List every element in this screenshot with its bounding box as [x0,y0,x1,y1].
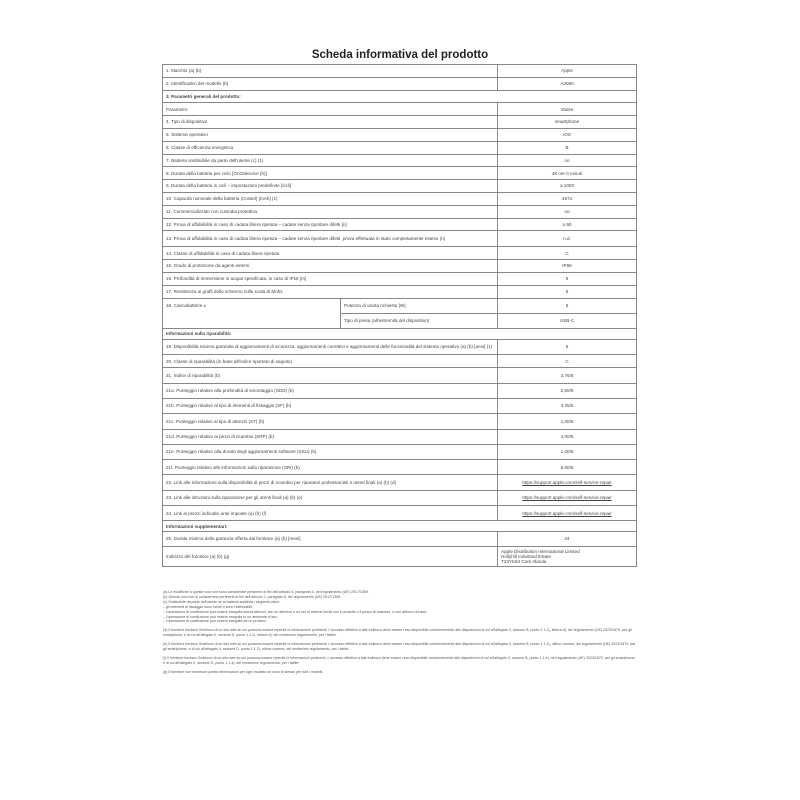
row-value: no [498,205,637,218]
row-label: 17. Resistenza ai graffi dello schermo sulla scala di Mohs [163,285,498,298]
row-value: n.d. [498,231,637,247]
footnote: (e) Il fornitore fornisce l'indirizzo di un sito web su cui possono essere reperite le informazioni pertinenti. L'accesso effettivo a tale indirizzo deve essere reso disponibile conformemente alle disposizioni di cui all'allegato II, sezione B, punto 1.1.2), ultimo comma, del regolamento (UE) 2023/1670, per gli smartphone, e di cui all'allegato II, sezione D, punto 1.1.2), ultimo comma, del medesimo regolamento, per i tablet. [163,642,636,652]
row-value: 5,00/5 [498,460,637,475]
row-label: 21d. Punteggio relativo ai pezzi di ricambio (SRP) (b) [163,429,498,444]
row-label: 21c. Punteggio relativo al tipo di attrezzi (ST) (b) [163,414,498,429]
row-label: 5. Sistema operativo [163,128,498,141]
charger-sub-value: USB-C [498,313,637,328]
row-value: 4674 [498,192,637,205]
row-label: 15. Grado di protezione da agenti esterni [163,260,498,273]
row-value: 3,76/5 [498,368,637,383]
row-label: 21. Indice di riparabilità (b) [163,368,498,383]
row-value: A3090 [498,77,637,90]
row-label: 11. Commercializzato con custodia protettiva [163,205,498,218]
row-label: 19. Disponibilità minima garantita di aggiornamenti di sicurezza, aggiornamenti correttivi e aggiornamenti delle funzionalità del sistema operativo (a) (b) [anni] (1) [163,339,498,355]
row-label: 21e. Punteggio relativo alla durata degli aggiornamenti software (SSU) (b) [163,444,498,459]
footnote: – l'operazione di sostituzione può essere eseguita da un profano. [163,619,267,624]
charger-sub-label: Tipo di presa (all'estremità del dispositivo) [341,313,498,328]
row-label: 10. Capacità nominale della batteria (Crated) [mAh] (1) [163,192,498,205]
repair-instructions-link[interactable]: https://support.apple.com/self-service-repair [498,490,637,505]
row-label: 23. Link alle istruzioni sulla riparazione per gli utenti finali (a) (b) (e) [163,490,498,505]
row-value: Apple [498,65,637,78]
row-label: 22. Link alle informazioni sulla disponibilità di pezzi di ricambio per riparatori professionisti e utenti finali (a) (b) (d) [163,475,498,490]
footnote: – l'operazione di sostituzione può essere eseguita in un ambiente d'uso; [163,614,278,619]
row-label: 8. Durata della batteria per ciclo [OnOdesvice (h)] [163,167,498,180]
footnote: (f) Il fornitore fornisce l'indirizzo di un sito web su cui possono essere reperite le informazioni pertinenti. L'accesso effettivo a tale indirizzo deve essere reso disponibile conformemente alle disposizioni di cui all'allegato II, sezione B, punto 1.1.4), del regolamento (UE) 2023/1670, per gli smartphone, e di cui all'allegato II, sezione D, punto 1.1.4), del medesimo regolamento, per i tablet. [163,655,636,665]
row-label: 13. Prova di affidabilità in caso di caduta libera ripetuta – cadute senza riportare difetti, prova effettuata in stato completamente esteso (n) [163,231,498,247]
row-label: 2. Identificativo del modello (b) [163,77,498,90]
row-value: smartphone [498,116,637,129]
row-value: 5 [498,339,637,355]
product-info-table [162,64,637,567]
row-value: 2,60/5 [498,383,637,398]
row-label: 16. Profondità di immersione in acqua specificata, in caso di IPx8 [m] [163,272,498,285]
footnote: (g) Il fornitore non inserisce queste informazioni per ogni modello se sono le stesse per tutti i modelli. [163,669,324,674]
row-label: 20. Classe di riparabilità (in base all'indice riportato di seguito) [163,355,498,368]
row-label: 25. Durata minima della garanzia offerta dal fornitore (a) (b) [mesi] [163,532,498,547]
charger-sub-label: Potenza di uscita richiesta [W] [341,298,498,313]
indicative-prices-link[interactable]: https://support.apple.com/self-service-repair [498,506,637,521]
row-value: ≥ 1000 [498,180,637,193]
row-value: C [498,247,637,260]
spare-parts-link[interactable]: https://support.apple.com/self-service-repair [498,475,637,490]
row-value: 3,25/5 [498,398,637,413]
row-value: ≥ 90 [498,218,637,231]
footnote: – l'operazione di sostituzione può essere eseguita senza attrezzi, con un attrezzo o un set di attrezzi forniti con il prodotto o il pezzo di ricambio, o con attrezzi di base; [163,609,428,614]
footnote: (d) Il fornitore fornisce l'indirizzo di un sito web su cui possono essere reperite le informazioni pertinenti. L'accesso effettivo a tale indirizzo deve essere reso disponibile conformemente alle disposizioni di cui all'allegato II, sezione B, punto 1.1.2), lettera d), del regolamento (UE) 2023/1670, per gli smartphone, e di cui all'allegato II, sezione D, punto 1.1.2), lettera d), del medesimo regolamento, per i tablet. [163,628,632,638]
row-label: 1. Marchio (a) (b) [163,65,498,78]
row-label: 12. Prova di affidabilità in caso di caduta libera ripetuta – cadute senza riportare difetti [n] [163,218,498,231]
footnote: (a) Le modifiche a queste voci non sono considerate pertinenti ai fini dell'articolo 4, paragrafo 4, del regolamento (UE) 2017/1369. [163,590,369,594]
page-title: Scheda informativa del prodotto [311,49,489,61]
row-value: B [498,141,637,154]
section-heading: 3. Parametri generali del prodotto: [163,90,637,103]
address-line: T23YK84 Cork Irlanda [501,558,547,564]
footnotes [163,590,637,675]
row-value: 1,00/5 [498,444,637,459]
row-value: 48 ore 0 minuti [498,167,637,180]
row-label: 4. Tipo di dispositivo [163,116,498,129]
footnote: (b) Queste voci non si considerano pertinenti ai fini dell'articolo 2, paragrafo 6, del regolamento (UE) 2017/1369. [163,594,342,599]
address-line: Hollyhill Industrial Estate [501,553,552,559]
row-label: 21a. Punteggio relativo alla profondità di smontaggio (SDD) (b) [163,383,498,398]
charger-sub-value: 5 [498,298,637,313]
row-label: 9. Durata della batteria in cicli – impostazioni predefinite [cicli] [163,180,498,193]
row-label: 21f. Punteggio relativo alle informazioni sulla riparazione (SRI) (b) [163,460,498,475]
row-label: 6. Classe di efficienza energetica [163,141,498,154]
row-value: IP68 [498,260,637,273]
row-value: 6 [498,285,637,298]
section-heading: Informazioni supplementari: [163,521,637,532]
row-label: 7. Batteria sostituibile da parte dell'utente (c) (1) [163,154,498,167]
footnote: (c) Sostituibile da parte dell'utente se la batteria soddisfa i seguenti criteri: [163,599,281,604]
row-value: no [498,154,637,167]
row-value: 24 [498,532,637,547]
address-line: Apple Distribution International Limited [501,548,580,554]
column-header: Valore [498,103,637,116]
row-label: Indirizzo del fornitore (a) (b) (g) [163,546,498,566]
supplier-address [498,546,637,566]
section-heading: Informazioni sulla riparabilità: [163,328,637,339]
row-value: 6 [498,272,637,285]
row-value: C [498,355,637,368]
footnote: – gli elementi di fissaggio sono forniti o sono riutilizzabili; [163,604,253,609]
row-label: 24. Link ai prezzi indicativi ante imposte (a) (b) (f) [163,506,498,521]
row-label: 21b. Punteggio relativo al tipo di elementi di fissaggio (SF) (b) [163,398,498,413]
row-value: 1,00/5 [498,414,637,429]
column-header: Parametro [163,103,498,116]
charger-label: 18. Caricabatterie ± [163,298,341,328]
row-value: 4,00/5 [498,429,637,444]
row-label: 14. Classe di affidabilità in caso di caduta libera ripetuta [163,247,498,260]
row-value: iOS [498,128,637,141]
